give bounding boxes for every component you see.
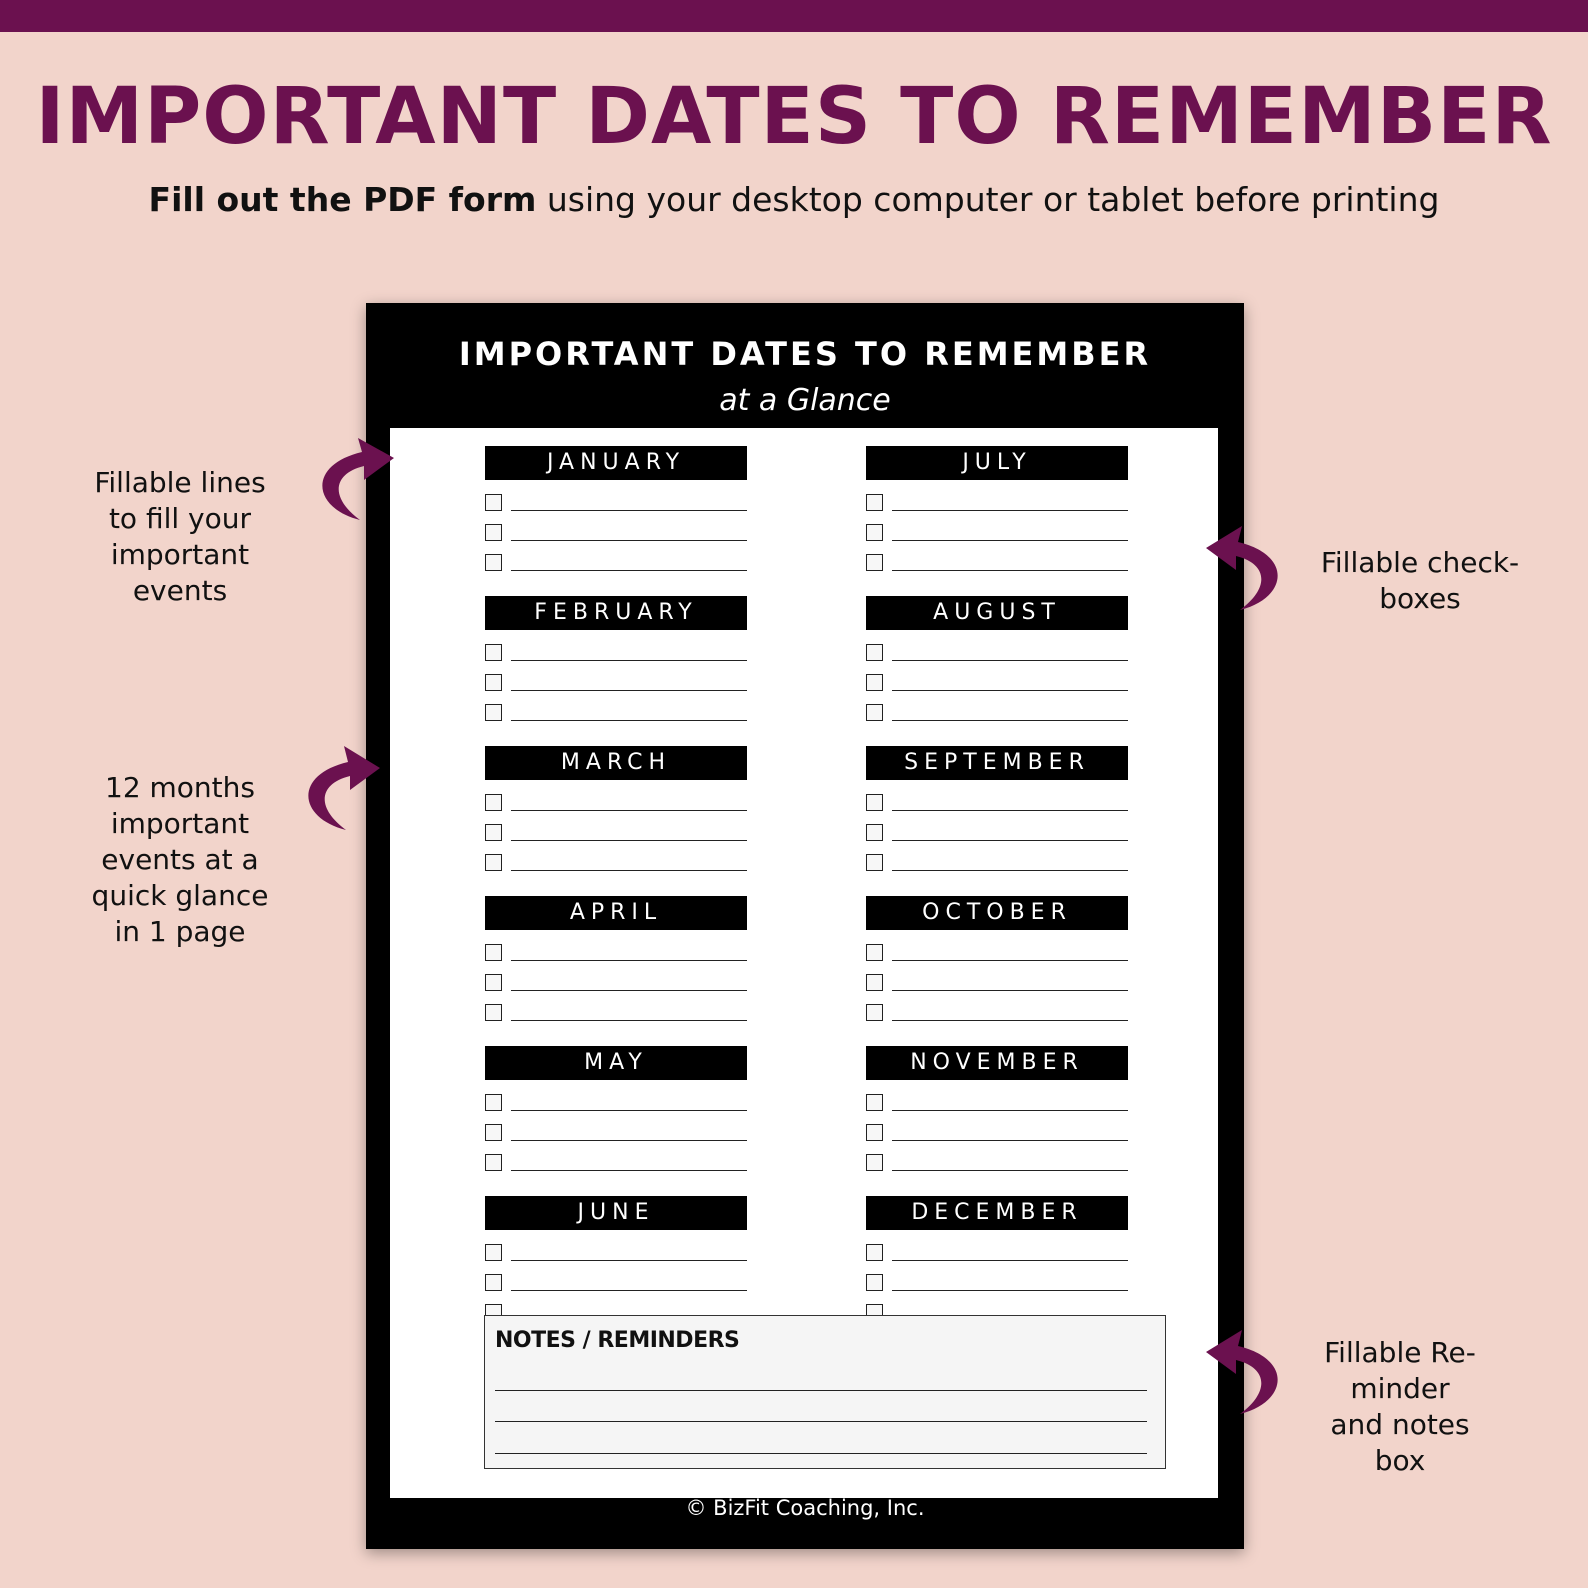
event-line[interactable] <box>511 720 747 721</box>
event-line[interactable] <box>892 870 1128 871</box>
event-checkbox[interactable] <box>866 1244 883 1261</box>
callout-checkboxes <box>1300 545 1540 617</box>
event-line[interactable] <box>511 690 747 691</box>
event-line[interactable] <box>892 720 1128 721</box>
event-checkbox[interactable] <box>485 704 502 721</box>
page-subtitle <box>0 180 1588 219</box>
callout-line: box <box>1374 1444 1426 1477</box>
sheet-title: IMPORTANT DATES TO REMEMBER <box>458 335 1152 373</box>
callout-line: in 1 page <box>114 915 246 948</box>
event-line[interactable] <box>511 1140 747 1141</box>
event-line[interactable] <box>511 840 747 841</box>
event-row <box>485 668 765 698</box>
notes-title: NOTES / REMINDERS <box>495 1328 740 1353</box>
month-label: APRIL <box>485 896 747 930</box>
event-row <box>485 938 765 968</box>
event-row <box>485 1118 765 1148</box>
event-line[interactable] <box>511 1290 747 1291</box>
event-checkbox[interactable] <box>485 944 502 961</box>
event-line[interactable] <box>892 510 1128 511</box>
event-row <box>485 848 765 878</box>
month-block <box>866 896 1146 1046</box>
event-checkbox[interactable] <box>866 1004 883 1021</box>
event-line[interactable] <box>892 660 1128 661</box>
month-label: SEPTEMBER <box>866 746 1128 780</box>
event-checkbox[interactable] <box>866 944 883 961</box>
event-row <box>866 548 1146 578</box>
event-line[interactable] <box>892 1260 1128 1261</box>
event-line[interactable] <box>892 540 1128 541</box>
month-block <box>485 1046 765 1196</box>
event-checkbox[interactable] <box>866 974 883 991</box>
notes-line[interactable] <box>495 1453 1147 1454</box>
event-row <box>866 638 1146 668</box>
callout-line: events at a <box>101 843 259 876</box>
event-checkbox[interactable] <box>485 674 502 691</box>
event-checkbox[interactable] <box>866 1154 883 1171</box>
event-row <box>485 638 765 668</box>
event-checkbox[interactable] <box>866 554 883 571</box>
event-row <box>866 1268 1146 1298</box>
event-row <box>866 818 1146 848</box>
month-block <box>485 896 765 1046</box>
event-row <box>866 998 1146 1028</box>
callout-line: minder <box>1350 1372 1450 1405</box>
event-checkbox[interactable] <box>866 644 883 661</box>
event-line[interactable] <box>892 570 1128 571</box>
event-row <box>485 1238 765 1268</box>
event-checkbox[interactable] <box>866 1124 883 1141</box>
event-line[interactable] <box>892 1020 1128 1021</box>
page-title: IMPORTANT DATES TO REMEMBER <box>35 72 1553 162</box>
event-line[interactable] <box>511 1110 747 1111</box>
month-label: OCTOBER <box>866 896 1128 930</box>
callout-line: to fill your <box>108 502 252 535</box>
curved-arrow-icon <box>288 738 388 838</box>
event-checkbox[interactable] <box>866 494 883 511</box>
event-row <box>485 968 765 998</box>
event-row <box>866 1088 1146 1118</box>
event-checkbox[interactable] <box>485 854 502 871</box>
month-label: AUGUST <box>866 596 1128 630</box>
event-row <box>866 668 1146 698</box>
right-month-column <box>866 446 1146 1346</box>
notes-line[interactable] <box>495 1421 1147 1422</box>
event-checkbox[interactable] <box>485 794 502 811</box>
month-block <box>485 596 765 746</box>
event-line[interactable] <box>511 540 747 541</box>
event-line[interactable] <box>511 1020 747 1021</box>
curved-arrow-icon <box>302 430 402 530</box>
event-line[interactable] <box>511 570 747 571</box>
event-checkbox[interactable] <box>485 1244 502 1261</box>
notes-line[interactable] <box>495 1390 1147 1391</box>
event-line[interactable] <box>892 810 1128 811</box>
curved-arrow-icon <box>1198 1322 1298 1422</box>
planner-sheet <box>366 303 1244 1549</box>
callout-line: quick glance <box>91 879 269 912</box>
event-row <box>866 1148 1146 1178</box>
event-line[interactable] <box>511 990 747 991</box>
event-row <box>485 788 765 818</box>
event-row <box>485 548 765 578</box>
event-line[interactable] <box>892 990 1128 991</box>
event-checkbox[interactable] <box>485 494 502 511</box>
event-row <box>866 788 1146 818</box>
event-row <box>866 1238 1146 1268</box>
event-line[interactable] <box>892 1140 1128 1141</box>
event-checkbox[interactable] <box>485 1154 502 1171</box>
month-label: JUNE <box>485 1196 747 1230</box>
event-line[interactable] <box>892 1290 1128 1291</box>
event-checkbox[interactable] <box>866 854 883 871</box>
event-checkbox[interactable] <box>866 794 883 811</box>
sheet-page <box>390 428 1218 1498</box>
curved-arrow-icon <box>1198 518 1298 618</box>
event-line[interactable] <box>511 510 747 511</box>
subtitle-bold: Fill out the PDF form <box>148 180 537 219</box>
event-checkbox[interactable] <box>866 704 883 721</box>
left-month-column <box>485 446 765 1346</box>
month-block <box>866 596 1146 746</box>
month-block <box>866 446 1146 596</box>
event-checkbox[interactable] <box>485 1124 502 1141</box>
event-checkbox[interactable] <box>866 1094 883 1111</box>
event-checkbox[interactable] <box>866 824 883 841</box>
event-line[interactable] <box>511 870 747 871</box>
event-line[interactable] <box>511 810 747 811</box>
callout-line: boxes <box>1379 582 1461 615</box>
month-label: NOVEMBER <box>866 1046 1128 1080</box>
event-line[interactable] <box>892 840 1128 841</box>
event-row <box>866 488 1146 518</box>
event-row <box>485 818 765 848</box>
month-label: MARCH <box>485 746 747 780</box>
event-row <box>485 998 765 1028</box>
event-checkbox[interactable] <box>485 524 502 541</box>
month-label: JULY <box>866 446 1128 480</box>
month-label: FEBRUARY <box>485 596 747 630</box>
month-block <box>866 1046 1146 1196</box>
month-block <box>866 746 1146 896</box>
month-block <box>485 446 765 596</box>
sheet-subtitle: at a Glance <box>719 383 891 418</box>
event-line[interactable] <box>892 1170 1128 1171</box>
copyright-text: © BizFit Coaching, Inc. <box>685 1496 925 1520</box>
event-checkbox[interactable] <box>866 524 883 541</box>
notes-box[interactable] <box>484 1315 1166 1469</box>
month-label: JANUARY <box>485 446 747 480</box>
event-checkbox[interactable] <box>485 644 502 661</box>
event-row <box>866 1118 1146 1148</box>
event-line[interactable] <box>511 960 747 961</box>
month-block <box>485 746 765 896</box>
event-row <box>485 518 765 548</box>
event-row <box>866 698 1146 728</box>
callout-line: Fillable lines <box>94 466 266 499</box>
event-checkbox[interactable] <box>485 824 502 841</box>
event-checkbox[interactable] <box>485 554 502 571</box>
event-line[interactable] <box>892 690 1128 691</box>
event-line[interactable] <box>511 660 747 661</box>
subtitle-rest: using your desktop computer or tablet before printing <box>536 180 1440 219</box>
event-checkbox[interactable] <box>485 1274 502 1291</box>
callout-line: important <box>110 807 250 840</box>
top-accent-bar <box>0 0 1588 32</box>
event-checkbox[interactable] <box>866 1274 883 1291</box>
callout-line: 12 months <box>105 771 255 804</box>
month-label: MAY <box>485 1046 747 1080</box>
callout-fillable-lines <box>70 465 290 609</box>
event-checkbox[interactable] <box>485 974 502 991</box>
callout-line: events <box>132 574 228 607</box>
event-line[interactable] <box>892 960 1128 961</box>
callout-line: and notes <box>1330 1408 1470 1441</box>
event-row <box>866 938 1146 968</box>
callout-line: Fillable check- <box>1320 546 1520 579</box>
event-checkbox[interactable] <box>485 1004 502 1021</box>
event-line[interactable] <box>511 1260 747 1261</box>
callout-notes-box <box>1300 1335 1500 1479</box>
event-row <box>485 1088 765 1118</box>
event-checkbox[interactable] <box>866 674 883 691</box>
callout-line: important <box>110 538 250 571</box>
event-row <box>485 698 765 728</box>
event-line[interactable] <box>892 1110 1128 1111</box>
event-row <box>866 518 1146 548</box>
callout-twelve-months <box>70 770 290 950</box>
event-line[interactable] <box>511 1170 747 1171</box>
event-row <box>485 1148 765 1178</box>
event-row <box>866 968 1146 998</box>
event-row <box>485 1268 765 1298</box>
event-row <box>485 488 765 518</box>
event-checkbox[interactable] <box>485 1094 502 1111</box>
event-row <box>866 848 1146 878</box>
callout-line: Fillable Re- <box>1324 1336 1476 1369</box>
month-label: DECEMBER <box>866 1196 1128 1230</box>
